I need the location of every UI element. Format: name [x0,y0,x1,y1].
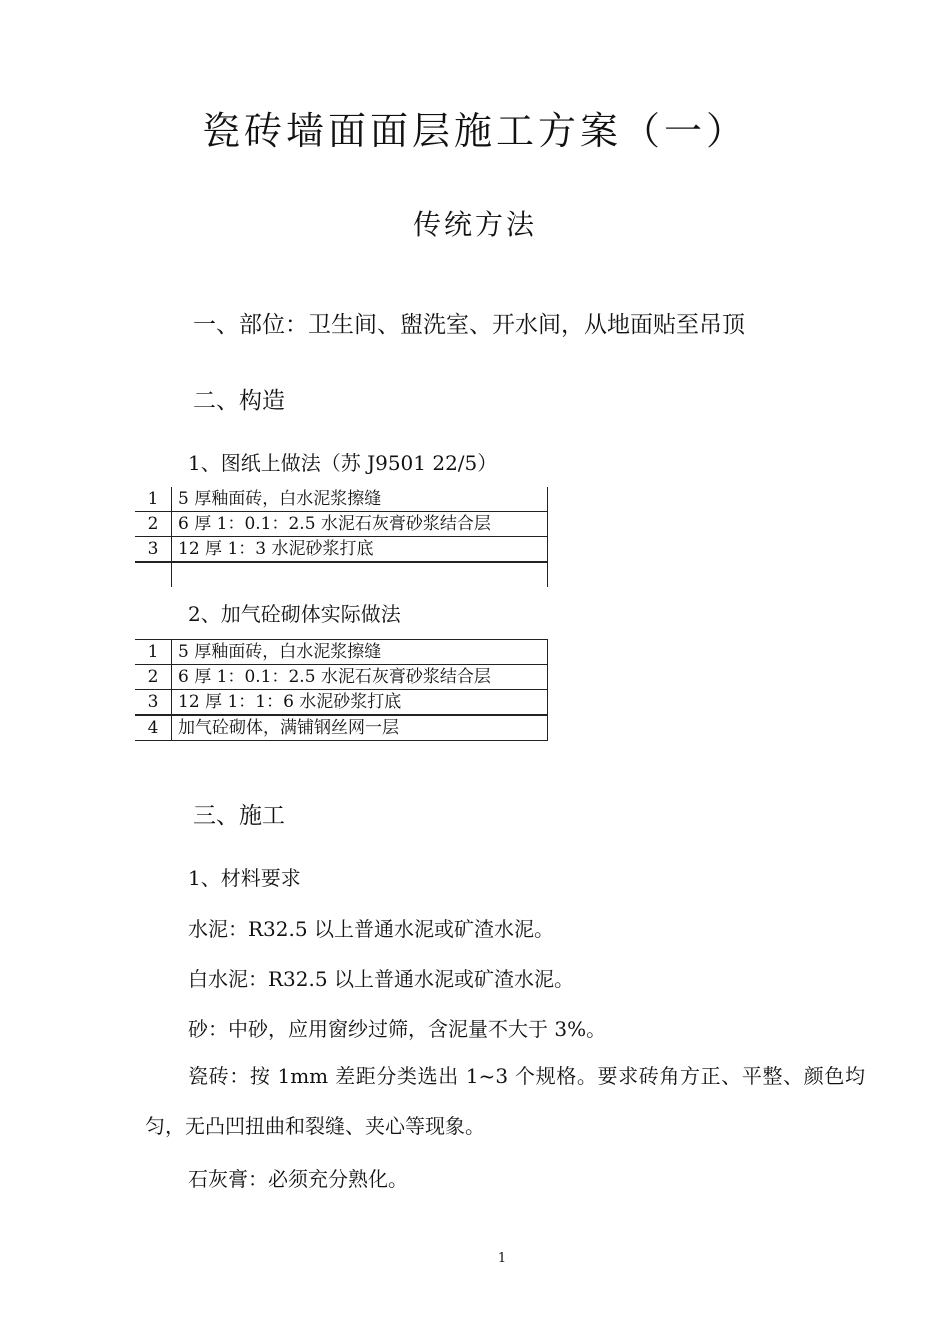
material-sand: 砂：中砂，应用窗纱过筛，含泥量不大于 3%。 [188,1017,607,1041]
row-text: 加气砼砌体，满铺钢丝网一层 [172,715,548,741]
actual-method-table [135,639,548,741]
row-number: 3 [135,537,172,563]
row-text: 12 厚 1：1：6 水泥砂浆打底 [172,690,548,716]
table-row [135,512,548,537]
subsection-drawing-method: 1、图纸上做法（苏 J9501 22/5） [188,451,498,475]
row-text [172,562,548,587]
table-row [135,640,548,665]
materials-heading: 1、材料要求 [188,866,301,890]
row-number: 3 [135,690,172,716]
row-number: 1 [135,640,172,665]
material-white-cement: 白水泥：R32.5 以上普通水泥或矿渣水泥。 [188,967,574,991]
section-construction-work: 三、施工 [193,803,285,829]
table-row [135,665,548,690]
page-number: 1 [497,1251,507,1266]
row-text: 6 厚 1：0.1：2.5 水泥石灰膏砂浆结合层 [172,665,548,690]
row-text: 5 厚釉面砖，白水泥浆擦缝 [172,487,548,512]
row-number: 4 [135,715,172,741]
table-row [135,487,548,512]
table-row [135,715,548,741]
table-row [135,537,548,563]
document-subtitle: 传统方法 [412,208,537,241]
row-text: 5 厚釉面砖，白水泥浆擦缝 [172,640,548,665]
row-number [135,562,172,587]
row-number: 1 [135,487,172,512]
material-lime-paste: 石灰膏：必须充分熟化。 [188,1167,408,1191]
row-text: 12 厚 1：3 水泥砂浆打底 [172,537,548,563]
section-construction: 二、构造 [193,388,285,414]
table-row [135,562,548,587]
material-cement: 水泥：R32.5 以上普通水泥或矿渣水泥。 [188,917,554,941]
section-location: 一、部位：卫生间、盥洗室、开水间，从地面贴至吊顶 [193,312,745,338]
row-number: 2 [135,665,172,690]
subsection-actual-method: 2、加气砼砌体实际做法 [188,602,401,626]
material-tiles: 瓷砖：按 1mm 差距分类选出 1~3 个规格。要求砖角方正、平整、颜色均匀，无凸凹扭曲和裂缝、夹心等现象。 [145,1064,865,1138]
row-number: 2 [135,512,172,537]
document-title: 瓷砖墙面面层施工方案（一） [201,109,748,153]
row-text: 6 厚 1：0.1：2.5 水泥石灰膏砂浆结合层 [172,512,548,537]
drawing-method-table [135,487,548,587]
table-row [135,690,548,716]
